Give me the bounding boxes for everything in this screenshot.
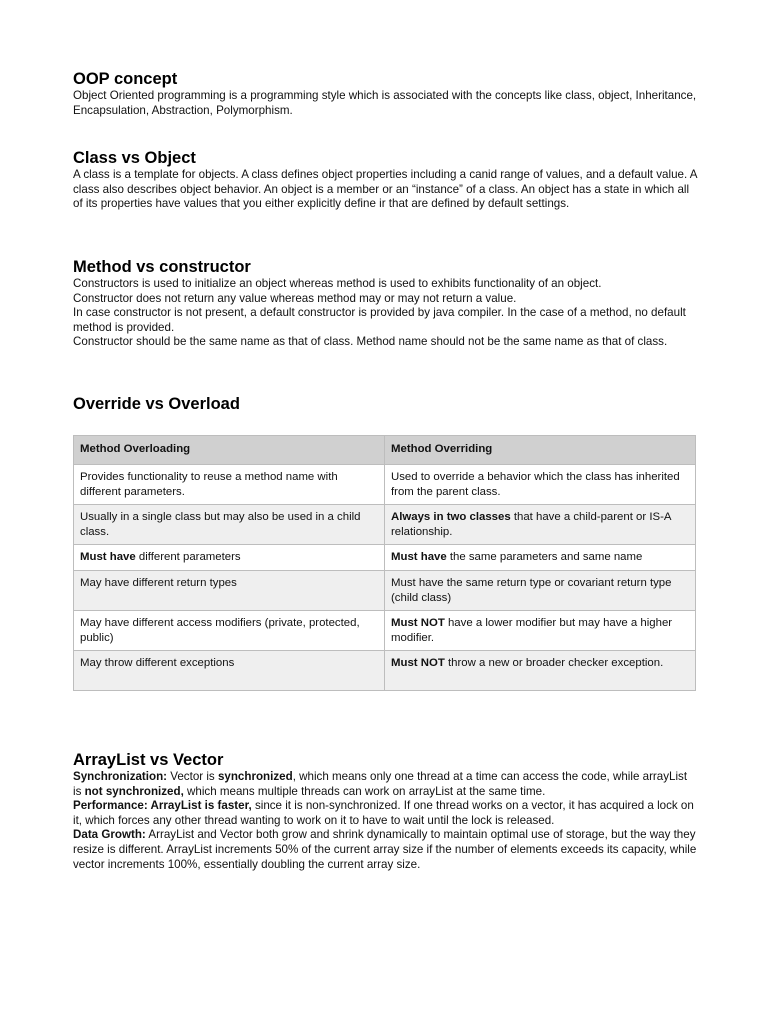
table-cell: [385, 611, 696, 651]
section-title: OOP concept: [73, 70, 178, 88]
section-title: Method vs constructor: [73, 258, 251, 276]
table-cell: [74, 611, 385, 651]
table-row: [74, 571, 696, 611]
cell-text: Usually in a single class but may also be used in a child class.: [80, 511, 361, 538]
text-run: ArrayList and Vector both grow and shrink dynamically to maintain optimal use of storage, but the way they resize is different. ArrayList increments 50% of the current array size if the number of elements exceeds its capacity, while vector increments 100%, essentially doubling the current array size.: [73, 828, 697, 871]
table-header-cell: Method Overriding: [385, 436, 696, 465]
bold-run: not synchronized,: [84, 784, 184, 798]
comparison-table: [73, 435, 696, 691]
section-class-vs-object: [73, 148, 697, 212]
cell-bold-text: Must NOT: [391, 617, 445, 629]
table-cell: [74, 465, 385, 505]
cell-bold-text: Must NOT: [391, 657, 445, 669]
cell-bold-text: Must have: [391, 551, 447, 563]
table-header-row: [74, 436, 696, 465]
cell-text: that have a child-parent or IS-A relationship.: [391, 511, 671, 538]
table-cell: [74, 651, 385, 691]
section-line: In case constructor is not present, a default constructor is provided by java compiler. In the case of a method, no default method is provided.: [73, 306, 686, 334]
text-run: which means multiple threads can work on arrayList at the same time.: [183, 784, 546, 798]
cell-text: have a lower modifier but may have a higher modifier.: [391, 617, 673, 644]
table-cell: [385, 651, 696, 691]
table-cell: [385, 505, 696, 545]
section-title: ArrayList vs Vector: [73, 751, 224, 769]
cell-text: Provides functionality to reuse a method name with different parameters.: [80, 471, 338, 498]
synchronization-label: Synchronization:: [73, 770, 168, 783]
cell-text: Must have the same return type or covariant return type (child class): [391, 577, 672, 604]
table-cell: [385, 465, 696, 505]
table-cell: [74, 571, 385, 611]
performance-label: Performance:: [73, 799, 148, 813]
cell-bold-text: Always in two classes: [391, 511, 511, 523]
section-line: Constructors is used to initialize an object whereas method is used to exhibits functionality of an object.: [73, 277, 602, 290]
table-row: [74, 651, 696, 691]
section-line: Constructor does not return any value whereas method may or may not return a value.: [73, 291, 517, 305]
table-row: [74, 545, 696, 571]
table-cell: [74, 505, 385, 545]
synchronization-paragraph: [73, 770, 697, 799]
performance-paragraph: [73, 799, 697, 828]
text-run: , which means only one thread at a time can access the code, while arrayList is: [73, 770, 688, 798]
section-oop-concept: [73, 69, 697, 118]
section-line: Constructor should be the same name as that of class. Method name should not be the same name as that of class.: [73, 335, 668, 349]
data-growth-label: Data Growth:: [73, 828, 146, 842]
section-arraylist-vs-vector: [73, 750, 697, 872]
text-run: Vector is: [167, 770, 218, 783]
table-row: [74, 465, 696, 505]
table-cell: [385, 545, 696, 571]
cell-text: different parameters: [135, 551, 241, 563]
section-body: A class is a template for objects. A class defines object properties including a canid range of values, and a default value. A class also describes object behavior. An object is a member or an “instance” of a class. An object has a state in which all of its properties have values that you either explicitly define ir that are defined by default settings.: [73, 168, 697, 211]
bold-run: synchronized: [217, 770, 293, 783]
section-method-vs-constructor: [73, 257, 697, 350]
table-header-cell: Method Overloading: [74, 436, 385, 465]
cell-text: the same parameters and same name: [446, 551, 643, 563]
cell-bold-text: Must have: [80, 551, 136, 563]
section-title: Override vs Overload: [73, 395, 240, 413]
cell-text: throw a new or broader checker exception.: [444, 657, 664, 669]
table-row: [74, 611, 696, 651]
table-cell: [385, 571, 696, 611]
section-title: Class vs Object: [73, 149, 196, 167]
table-cell: [74, 545, 385, 571]
cell-text: May have different access modifiers (private, protected, public): [80, 617, 360, 644]
data-growth-paragraph: [73, 828, 697, 872]
cell-text: Used to override a behavior which the class has inherited from the parent class.: [391, 471, 680, 498]
text-run: since it is non-synchronized. If one thread works on a vector, it has acquired a lock on it, which forces any other thread wanting to work on it to have to wait until the lock is released.: [73, 799, 694, 827]
table-row: [74, 505, 696, 545]
section-body: Object Oriented programming is a programming style which is associated with the concepts like class, object, Inheritance, Encapsulation, Abstraction, Polymorphism.: [73, 89, 697, 117]
cell-text: May throw different exceptions: [80, 657, 235, 669]
cell-text: May have different return types: [80, 577, 237, 589]
bold-run: ArrayList is faster,: [147, 799, 252, 813]
section-override-vs-overload: [73, 394, 697, 414]
